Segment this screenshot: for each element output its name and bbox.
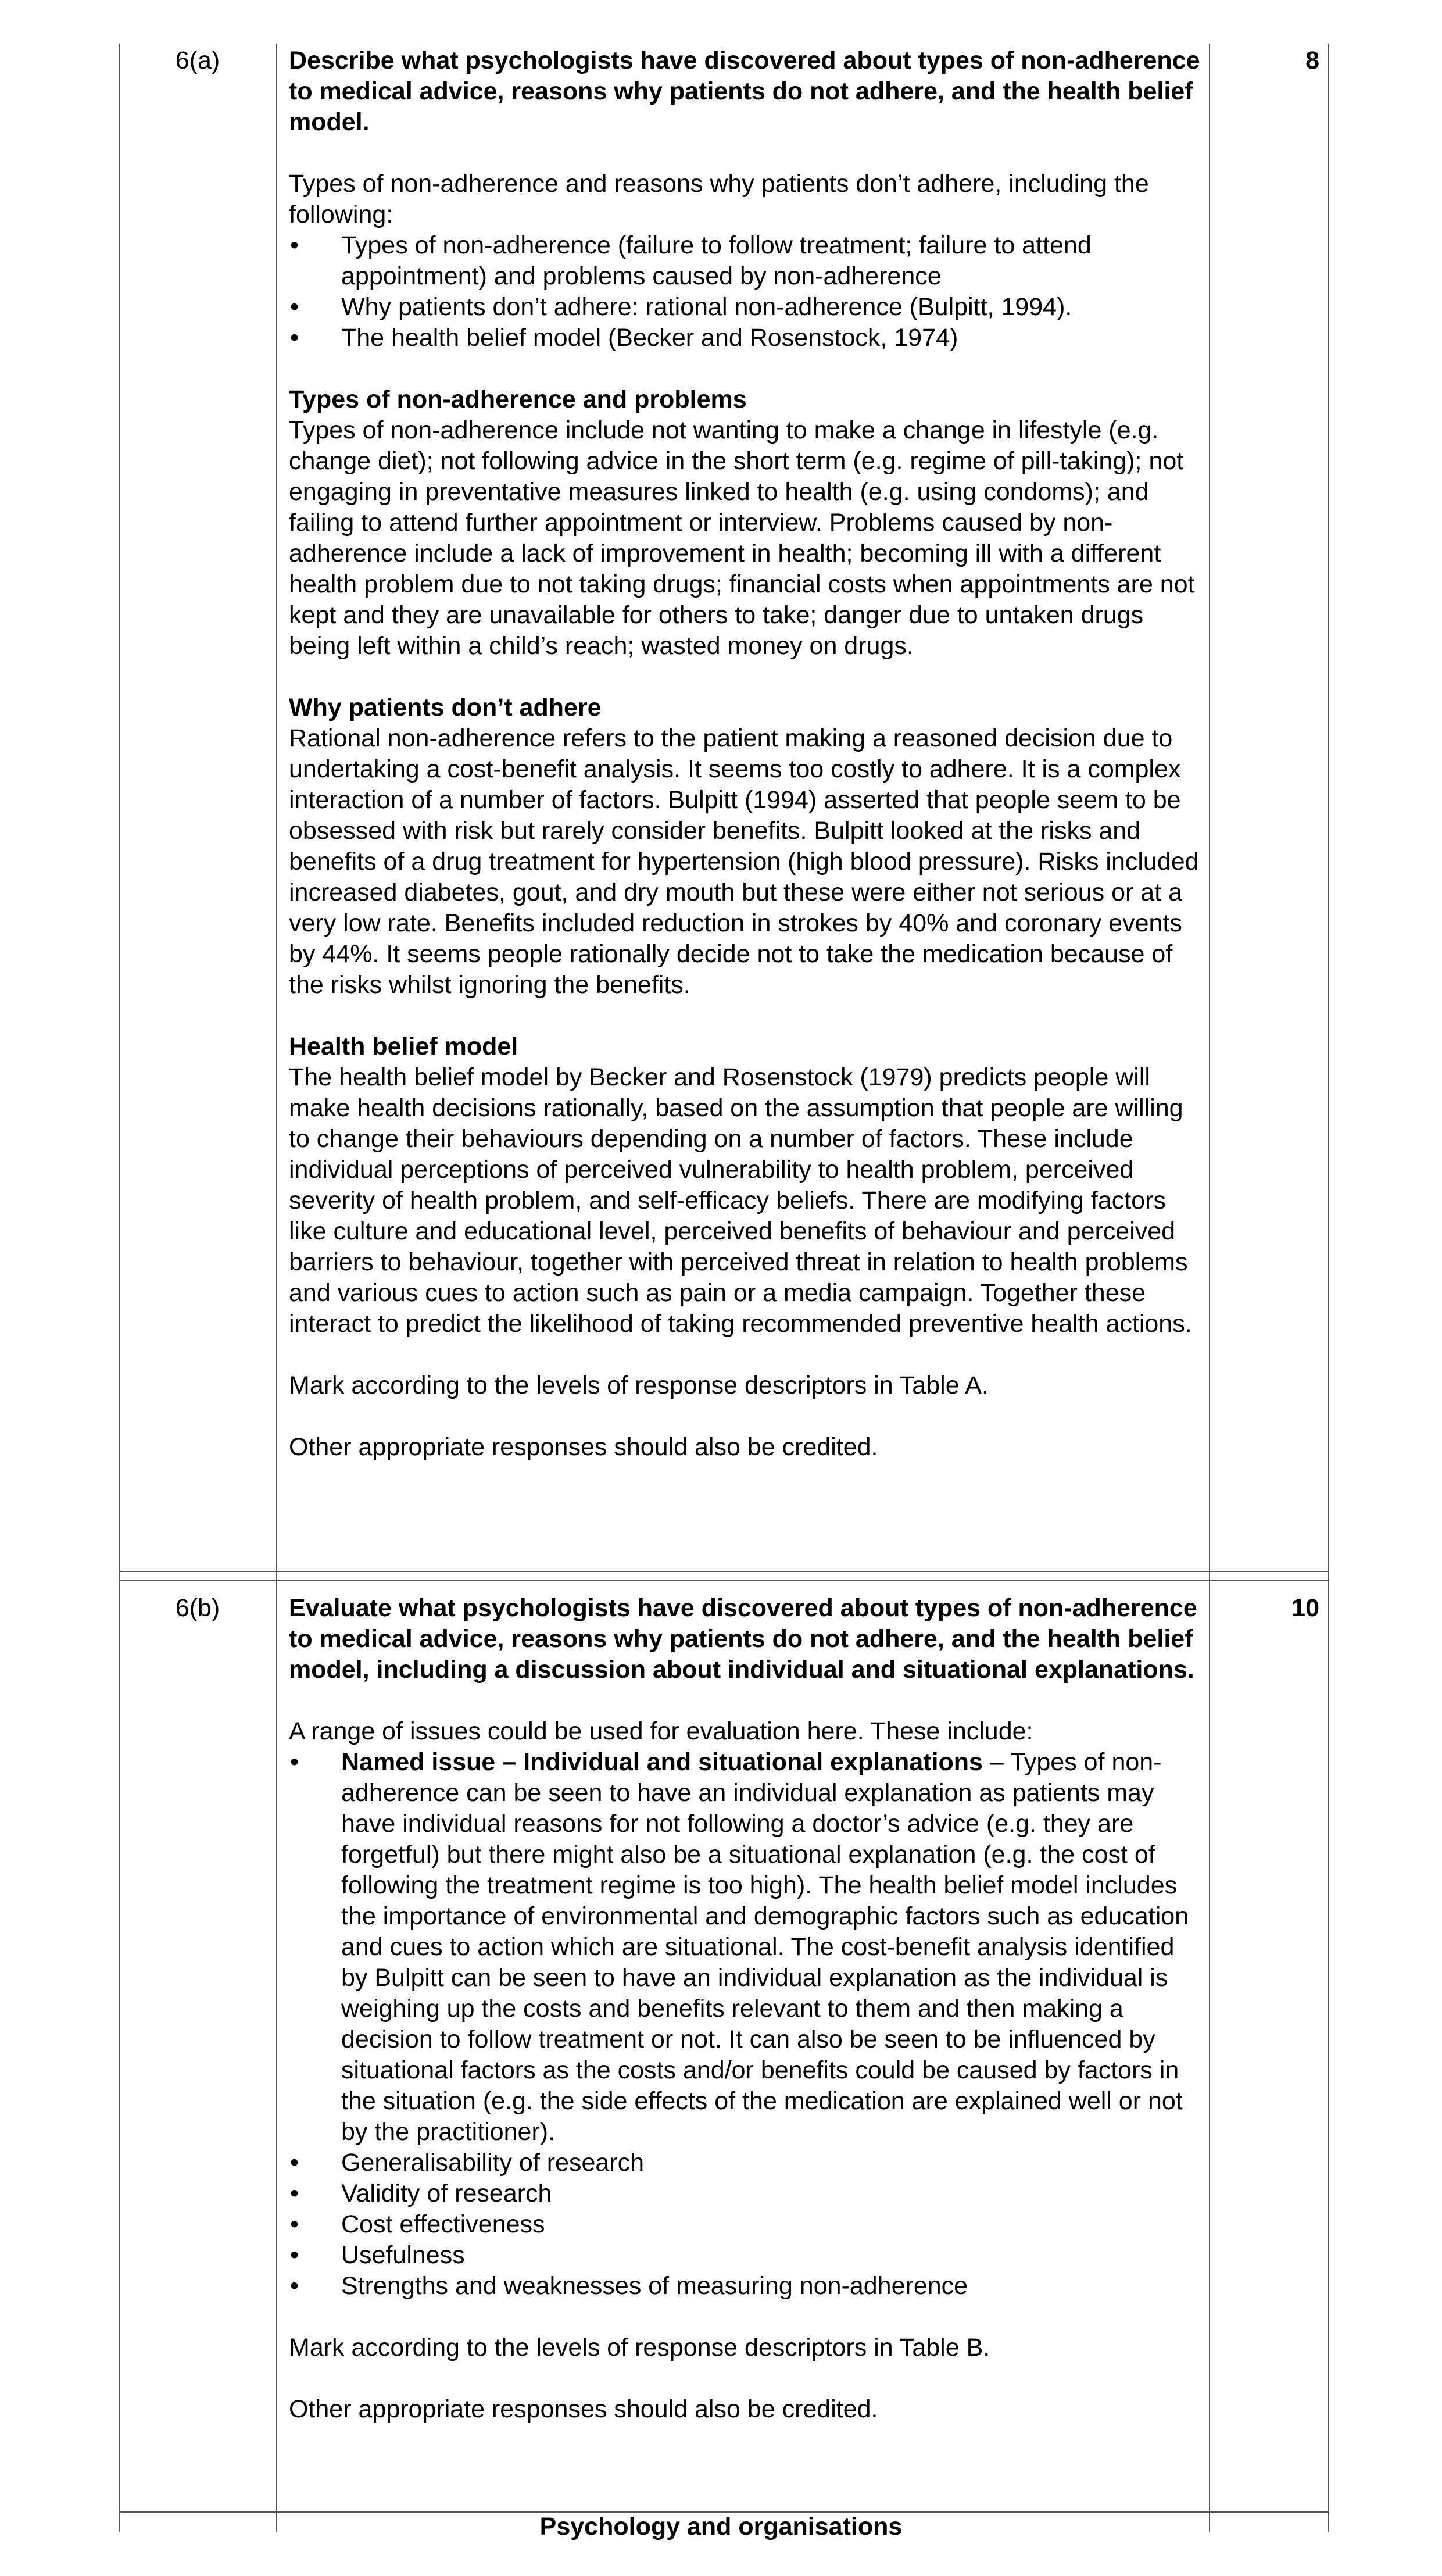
mark-note-6a: Mark according to the levels of response descriptors in Table A. (289, 1371, 989, 1399)
named-issue-text: – Types of non-adherence can be seen to have an individual explanation as patients may have individual reasons for not following a doctor’s advice (e.g. they are forgetful) but there might also be a situational explanation (e.g. the cost of following the treatment regime is too high). The health belief model includes the importance of environmental and demographic factors such as education and cues to action which are situational. The cost-benefit analysis identified by Bulpitt can be seen to have an individual explanation as the individual is weighing up the costs and benefits relevant to them and then making a decision to follow treatment or not. It can also be seen to be influenced by situational factors as the costs and/or benefits could be caused by factors in the situation (e.g. the side effects of the medication are explained well or not by the practitioner). (341, 1748, 1189, 2146)
heading-why-not-adhere: Why patients don’t adhere (289, 694, 602, 721)
bullet-icon: • (290, 2241, 299, 2269)
list-item: • Generalisability of research (289, 2148, 1201, 2178)
page-footer-title: Psychology and organisations (539, 2513, 903, 2541)
list-item: • Why patients don’t adhere: rational non-adherence (Bulpitt, 1994). (289, 292, 1201, 323)
bullet-icon: • (290, 2180, 299, 2207)
table-border-left (119, 44, 120, 2532)
bullet-icon: • (290, 2272, 299, 2300)
question-number-6b: 6(b) (175, 1594, 220, 1622)
table-border-col1 (276, 44, 277, 2532)
table-border-col2 (1209, 44, 1210, 2532)
paragraph-health-belief-model: The health belief model by Becker and Rosenstock (1979) predicts people will make health decisions rationally, based on the assumption that people are willing to change their behaviours depending on a number of factors. These include individual perceptions of perceived vulnerability to health problem, perceived severity of health problem, and self-efficacy beliefs. There are modifying factors like culture and educational level, perceived benefits of behaviour and perceived barriers to behaviour, together with perceived threat in relation to health problems and various cues to action such as pain or a media campaign. Together these interact to predict the likelihood of taking recommended preventive health actions. (289, 1063, 1192, 1338)
row-separator-top (119, 1571, 1329, 1572)
bullet-icon: • (290, 324, 299, 352)
list-item: • The health belief model (Becker and Rosenstock, 1974) (289, 323, 1201, 353)
bullet-icon: • (290, 1748, 299, 1776)
table-border-right (1328, 44, 1329, 2532)
paragraph-types-non-adherence: Types of non-adherence include not wanting to make a change in lifestyle (e.g. change diet); not following advice in the short term (e.g. regime of pill-taking); not engaging in preventative measures linked to health (e.g. using condoms); and failing to attend further appointment or interview. Problems caused by non-adherence include a lack of improvement in health; becoming ill with a different health problem due to not taking drugs; financial costs when appointments are not kept and they are unavailable for others to take; danger due to untaken drugs being left within a child’s reach; wasted money on drugs. (289, 416, 1195, 660)
bullet-icon: • (290, 2210, 299, 2238)
list-item: • Validity of research (289, 2178, 1201, 2209)
other-responses-6a: Other appropriate responses should also be credited. (289, 1433, 878, 1461)
bullet-icon: • (290, 2149, 299, 2177)
list-item: • Cost effectiveness (289, 2209, 1201, 2240)
heading-health-belief-model: Health belief model (289, 1032, 518, 1060)
list-item: • Usefulness (289, 2240, 1201, 2271)
heading-types-non-adherence: Types of non-adherence and problems (289, 385, 747, 413)
bullet-list-6a (289, 230, 1201, 353)
answer-cell-6b (289, 1593, 1201, 2425)
marks-6a: 8 (1305, 47, 1319, 74)
named-issue-label: Named issue – Individual and situational explanations (341, 1748, 983, 1776)
list-item: • Types of non-adherence (failure to follow treatment; failure to attend appointment) and problems caused by non-adherence (290, 231, 1092, 290)
bullet-icon: • (290, 293, 299, 321)
question-text-6b: Evaluate what psychologists have discovered about types of non-adherence to medical advice, reasons why patients do not adhere, and the health belief model, including a discussion about individual and situational explanations. (289, 1594, 1197, 1684)
paragraph-why-not-adhere: Rational non-adherence refers to the patient making a reasoned decision due to undertaking a cost-benefit analysis. It seems too costly to adhere. It is a complex interaction of a number of factors. Bulpitt (1994) asserted that people seem to be obsessed with risk but rarely consider benefits. Bulpitt looked at the risks and benefits of a drug treatment for hypertension (high blood pressure). Risks included increased diabetes, gout, and dry mouth but these were either not serious or at a very low rate. Benefits included reduction in strokes by 40% and coronary events by 44%. It seems people rationally decide not to take the medication because of the risks whilst ignoring the benefits. (289, 724, 1199, 999)
intro-6b: A range of issues could be used for evaluation here. These include: (289, 1717, 1033, 1745)
marks-6b: 10 (1291, 1594, 1319, 1622)
question-text-6a: Describe what psychologists have discovered about types of non-adherence to medical advice, reasons why patients do not adhere, and the health belief model. (289, 47, 1200, 136)
bullet-icon: • (290, 231, 299, 259)
row-separator-bottom (119, 1580, 1329, 1581)
other-responses-6b: Other appropriate responses should also be credited. (289, 2395, 878, 2423)
bullet-list-6b (289, 1747, 1201, 2302)
list-item (289, 1747, 1201, 2148)
answer-cell-6a (289, 45, 1201, 1463)
mark-note-6b: Mark according to the levels of response descriptors in Table B. (289, 2334, 990, 2361)
list-item: • Strengths and weaknesses of measuring non-adherence (289, 2271, 1201, 2302)
intro-6a: Types of non-adherence and reasons why patients don’t adhere, including the following: (289, 170, 1149, 228)
question-number-6a: 6(a) (175, 47, 220, 74)
